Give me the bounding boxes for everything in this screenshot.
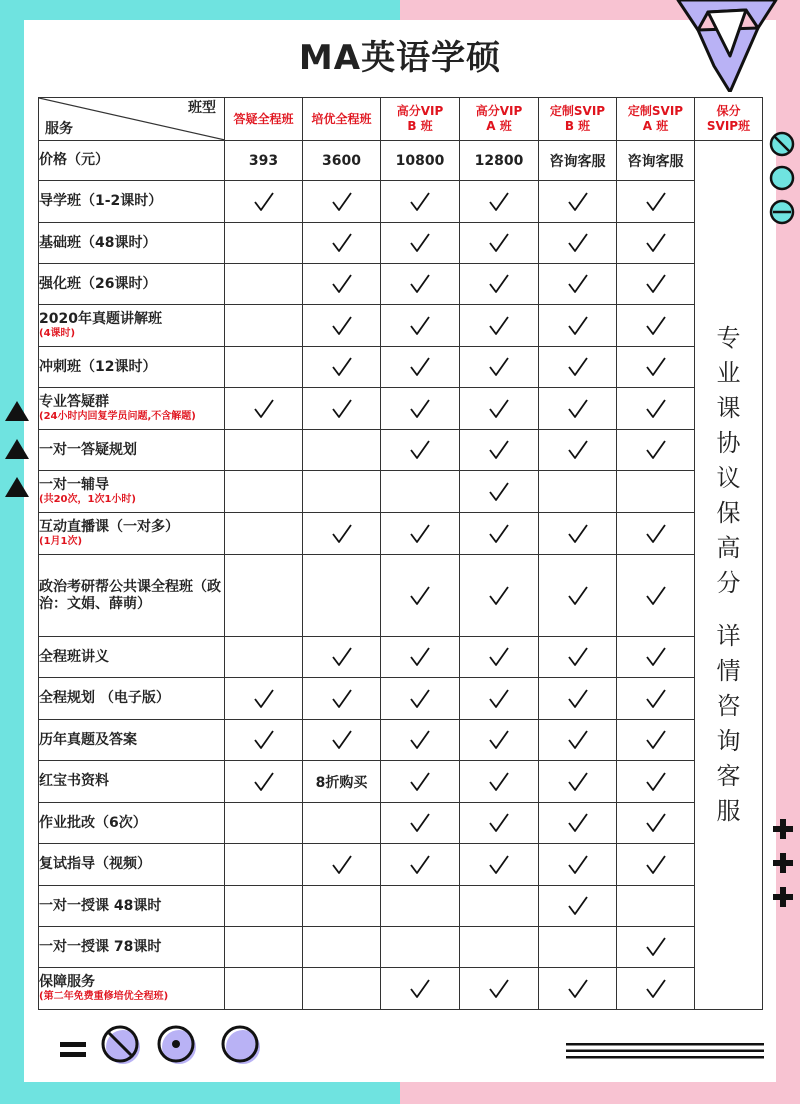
check-icon bbox=[331, 315, 353, 337]
check-cell bbox=[381, 264, 460, 305]
check-cell bbox=[539, 264, 617, 305]
empty-cell bbox=[617, 471, 695, 513]
check-cell bbox=[539, 678, 617, 720]
check-icon bbox=[409, 771, 431, 793]
check-cell bbox=[539, 223, 617, 264]
check-cell bbox=[303, 305, 381, 347]
row-label-text: 一对一答疑规划 bbox=[39, 441, 137, 458]
check-icon bbox=[488, 854, 510, 876]
table-row bbox=[39, 513, 763, 555]
check-cell bbox=[303, 181, 381, 223]
pricing-table bbox=[38, 97, 763, 1010]
check-cell bbox=[460, 803, 539, 844]
empty-cell bbox=[617, 886, 695, 927]
empty-cell bbox=[539, 471, 617, 513]
row-label-note: (24小时内回复学员问题,不含解题) bbox=[39, 411, 196, 422]
row-label-text: 专业答疑群 bbox=[39, 394, 109, 410]
row-label-text: 作业批改（6次） bbox=[39, 814, 147, 831]
check-cell bbox=[617, 678, 695, 720]
check-icon bbox=[567, 978, 589, 1000]
plus-icon bbox=[772, 886, 794, 908]
empty-cell bbox=[225, 430, 303, 471]
check-cell bbox=[303, 720, 381, 761]
check-cell bbox=[381, 181, 460, 223]
check-cell bbox=[460, 471, 539, 513]
row-label bbox=[39, 347, 225, 388]
row-label bbox=[39, 430, 225, 471]
check-cell bbox=[381, 347, 460, 388]
empty-cell bbox=[225, 637, 303, 678]
check-cell bbox=[539, 305, 617, 347]
check-icon bbox=[645, 978, 667, 1000]
check-icon bbox=[409, 315, 431, 337]
check-icon bbox=[567, 895, 589, 917]
circle-icon bbox=[220, 1024, 264, 1068]
price-cell: 咨询客服 bbox=[539, 141, 617, 181]
check-icon bbox=[331, 523, 353, 545]
triangle-icon bbox=[4, 476, 30, 498]
table-row bbox=[39, 347, 763, 388]
check-icon bbox=[253, 729, 275, 751]
check-cell bbox=[381, 844, 460, 886]
check-cell bbox=[381, 720, 460, 761]
check-cell bbox=[539, 803, 617, 844]
check-icon bbox=[488, 585, 510, 607]
empty-cell bbox=[225, 803, 303, 844]
empty-cell bbox=[303, 886, 381, 927]
corner-bottom-label: 服务 bbox=[45, 121, 73, 137]
circle-slash-icon bbox=[768, 130, 796, 158]
row-label-text: 冲刺班（12课时） bbox=[39, 358, 157, 375]
row-label bbox=[39, 720, 225, 761]
row-label bbox=[39, 223, 225, 264]
row-label-note: (共20次，1次1小时) bbox=[39, 494, 136, 505]
check-cell bbox=[460, 181, 539, 223]
column-header: 定制SVIP B 班 bbox=[539, 98, 617, 141]
empty-cell bbox=[225, 927, 303, 968]
table-row bbox=[39, 305, 763, 347]
check-cell bbox=[617, 720, 695, 761]
check-cell bbox=[303, 347, 381, 388]
check-icon bbox=[331, 273, 353, 295]
side-note-part1: 专业课协议保高分 bbox=[716, 324, 741, 597]
check-cell bbox=[381, 678, 460, 720]
row-label-text: 一对一授课 48课时 bbox=[39, 897, 162, 914]
check-icon bbox=[567, 523, 589, 545]
check-cell bbox=[617, 761, 695, 803]
check-icon bbox=[409, 854, 431, 876]
empty-cell bbox=[225, 555, 303, 637]
column-header: 高分VIP B 班 bbox=[381, 98, 460, 141]
table-row bbox=[39, 264, 763, 305]
row-label bbox=[39, 678, 225, 720]
check-icon bbox=[331, 688, 353, 710]
check-cell bbox=[539, 430, 617, 471]
check-icon bbox=[488, 439, 510, 461]
empty-cell bbox=[303, 927, 381, 968]
plus-icon bbox=[772, 818, 794, 840]
table-row bbox=[39, 430, 763, 471]
check-cell bbox=[460, 761, 539, 803]
check-cell bbox=[539, 555, 617, 637]
column-header: 培优全程班 bbox=[303, 98, 381, 141]
empty-cell bbox=[225, 471, 303, 513]
check-icon bbox=[488, 688, 510, 710]
check-cell bbox=[381, 637, 460, 678]
check-icon bbox=[645, 771, 667, 793]
check-cell bbox=[460, 388, 539, 430]
row-label-text: 复试指导（视频） bbox=[39, 856, 151, 872]
circle-slash-icon bbox=[100, 1024, 144, 1068]
check-cell bbox=[381, 803, 460, 844]
row-label-text: 一对一授课 78课时 bbox=[39, 938, 162, 955]
check-cell bbox=[460, 513, 539, 555]
check-icon bbox=[331, 191, 353, 213]
row-label-text: 红宝书资料 bbox=[39, 773, 109, 789]
check-cell bbox=[381, 388, 460, 430]
column-header: 高分VIP A 班 bbox=[460, 98, 539, 141]
table-row bbox=[39, 844, 763, 886]
check-cell bbox=[617, 844, 695, 886]
check-icon bbox=[253, 191, 275, 213]
check-cell bbox=[539, 720, 617, 761]
empty-cell bbox=[303, 471, 381, 513]
table-row bbox=[39, 181, 763, 223]
check-cell bbox=[225, 720, 303, 761]
check-icon bbox=[645, 854, 667, 876]
table-row bbox=[39, 720, 763, 761]
check-icon bbox=[567, 315, 589, 337]
row-label bbox=[39, 555, 225, 637]
check-icon bbox=[567, 273, 589, 295]
check-cell bbox=[460, 637, 539, 678]
check-icon bbox=[488, 812, 510, 834]
check-icon bbox=[645, 315, 667, 337]
check-icon bbox=[409, 439, 431, 461]
check-icon bbox=[331, 356, 353, 378]
check-icon bbox=[331, 646, 353, 668]
table-row bbox=[39, 968, 763, 1010]
table-row bbox=[39, 678, 763, 720]
check-cell bbox=[539, 347, 617, 388]
check-icon bbox=[331, 854, 353, 876]
check-icon bbox=[567, 398, 589, 420]
check-icon bbox=[645, 936, 667, 958]
empty-cell bbox=[381, 471, 460, 513]
row-label bbox=[39, 803, 225, 844]
header-row bbox=[39, 98, 763, 141]
triangle-icon bbox=[4, 438, 30, 460]
table-row bbox=[39, 761, 763, 803]
check-cell bbox=[539, 761, 617, 803]
empty-cell bbox=[225, 223, 303, 264]
price-cell: 393 bbox=[225, 141, 303, 181]
check-icon bbox=[488, 315, 510, 337]
empty-cell bbox=[303, 430, 381, 471]
check-icon bbox=[645, 439, 667, 461]
empty-cell bbox=[303, 803, 381, 844]
check-icon bbox=[645, 356, 667, 378]
table-row bbox=[39, 927, 763, 968]
check-icon bbox=[488, 523, 510, 545]
check-icon bbox=[488, 729, 510, 751]
check-icon bbox=[645, 646, 667, 668]
check-cell bbox=[539, 886, 617, 927]
price-cell: 12800 bbox=[460, 141, 539, 181]
circle-icon bbox=[768, 164, 796, 192]
check-cell bbox=[381, 430, 460, 471]
row-label-note: (1月1次) bbox=[39, 536, 83, 547]
side-note-part2: 详情咨询客服 bbox=[716, 622, 741, 825]
check-cell bbox=[460, 223, 539, 264]
check-icon bbox=[331, 398, 353, 420]
check-icon bbox=[409, 978, 431, 1000]
check-icon bbox=[567, 771, 589, 793]
price-cell: 10800 bbox=[381, 141, 460, 181]
check-cell bbox=[617, 347, 695, 388]
column-header: 定制SVIP A 班 bbox=[617, 98, 695, 141]
price-cell: 咨询客服 bbox=[617, 141, 695, 181]
check-icon bbox=[488, 481, 510, 503]
check-cell bbox=[460, 720, 539, 761]
check-icon bbox=[488, 273, 510, 295]
check-icon bbox=[331, 232, 353, 254]
check-cell bbox=[460, 678, 539, 720]
check-icon bbox=[409, 398, 431, 420]
row-label bbox=[39, 471, 225, 513]
row-label-text: 全程规划 （电子版） bbox=[39, 690, 170, 706]
check-icon bbox=[253, 771, 275, 793]
check-icon bbox=[488, 356, 510, 378]
row-label bbox=[39, 761, 225, 803]
check-icon bbox=[567, 585, 589, 607]
column-header: 答疑全程班 bbox=[225, 98, 303, 141]
empty-cell bbox=[460, 927, 539, 968]
check-cell bbox=[617, 968, 695, 1010]
check-icon bbox=[488, 398, 510, 420]
empty-cell bbox=[225, 886, 303, 927]
check-cell bbox=[460, 264, 539, 305]
row-label-text: 导学班（1-2课时） bbox=[39, 193, 163, 209]
text-cell: 8折购买 bbox=[303, 761, 381, 803]
check-icon bbox=[567, 646, 589, 668]
row-label-text: 保障服务 bbox=[39, 974, 95, 990]
check-cell bbox=[303, 513, 381, 555]
check-cell bbox=[617, 927, 695, 968]
triple-line-decoration bbox=[566, 1042, 764, 1060]
empty-cell bbox=[381, 927, 460, 968]
circle-dot-icon bbox=[156, 1024, 200, 1068]
check-cell bbox=[460, 555, 539, 637]
row-label-text: 历年真题及答案 bbox=[39, 731, 137, 748]
check-cell bbox=[460, 430, 539, 471]
empty-cell bbox=[460, 886, 539, 927]
row-label-note: (第二年免费重修培优全程班) bbox=[39, 991, 169, 1002]
empty-cell bbox=[303, 555, 381, 637]
table-row bbox=[39, 223, 763, 264]
table-row bbox=[39, 388, 763, 430]
empty-cell bbox=[225, 305, 303, 347]
check-icon bbox=[409, 812, 431, 834]
table-row bbox=[39, 555, 763, 637]
check-cell bbox=[460, 305, 539, 347]
row-label bbox=[39, 886, 225, 927]
equals-icon bbox=[58, 1038, 88, 1062]
check-icon bbox=[645, 523, 667, 545]
check-cell bbox=[617, 803, 695, 844]
empty-cell bbox=[381, 886, 460, 927]
check-cell bbox=[617, 181, 695, 223]
check-cell bbox=[617, 430, 695, 471]
row-label bbox=[39, 264, 225, 305]
check-cell bbox=[539, 968, 617, 1010]
check-icon bbox=[488, 978, 510, 1000]
row-label bbox=[39, 927, 225, 968]
check-cell bbox=[460, 347, 539, 388]
check-cell bbox=[460, 968, 539, 1010]
row-label-text: 强化班（26课时） bbox=[39, 275, 157, 292]
check-cell bbox=[225, 388, 303, 430]
check-icon bbox=[488, 646, 510, 668]
check-icon bbox=[645, 585, 667, 607]
check-icon bbox=[567, 191, 589, 213]
empty-cell bbox=[225, 347, 303, 388]
check-icon bbox=[409, 232, 431, 254]
row-label bbox=[39, 305, 225, 347]
triangle-icon bbox=[4, 400, 30, 422]
row-label-text: 2020年真题讲解班 bbox=[39, 311, 162, 327]
check-cell bbox=[381, 223, 460, 264]
empty-cell bbox=[225, 844, 303, 886]
row-label bbox=[39, 388, 225, 430]
price-cell: 3600 bbox=[303, 141, 381, 181]
plus-icon bbox=[772, 852, 794, 874]
check-cell bbox=[303, 637, 381, 678]
check-icon bbox=[645, 729, 667, 751]
check-icon bbox=[488, 191, 510, 213]
check-icon bbox=[253, 398, 275, 420]
row-label: 价格（元） bbox=[39, 141, 225, 181]
circle-minus-icon bbox=[768, 198, 796, 226]
check-cell bbox=[225, 761, 303, 803]
check-icon bbox=[409, 585, 431, 607]
check-icon bbox=[409, 646, 431, 668]
check-icon bbox=[645, 812, 667, 834]
row-label-text: 一对一辅导 bbox=[39, 477, 109, 493]
empty-cell bbox=[225, 264, 303, 305]
check-icon bbox=[567, 854, 589, 876]
row-label-text: 基础班（48课时） bbox=[39, 234, 157, 251]
corner-top-label: 班型 bbox=[188, 100, 216, 116]
empty-cell bbox=[225, 968, 303, 1010]
check-icon bbox=[488, 771, 510, 793]
table-row bbox=[39, 803, 763, 844]
check-icon bbox=[645, 273, 667, 295]
check-cell bbox=[539, 513, 617, 555]
row-label-text: 互动直播课（一对多） bbox=[39, 519, 179, 535]
check-icon bbox=[645, 398, 667, 420]
check-cell bbox=[617, 223, 695, 264]
check-cell bbox=[539, 844, 617, 886]
check-cell bbox=[617, 513, 695, 555]
column-header: 保分 SVIP班 bbox=[695, 98, 763, 141]
empty-cell bbox=[225, 513, 303, 555]
check-cell bbox=[617, 264, 695, 305]
check-cell bbox=[617, 305, 695, 347]
empty-cell bbox=[539, 927, 617, 968]
check-cell bbox=[617, 637, 695, 678]
check-cell bbox=[225, 678, 303, 720]
row-label-text: 政治考研帮公共课全程班（政治：文娟、薛萌） bbox=[39, 578, 221, 612]
check-icon bbox=[409, 523, 431, 545]
corner-cell bbox=[39, 98, 225, 141]
check-cell bbox=[539, 637, 617, 678]
check-icon bbox=[567, 688, 589, 710]
check-cell bbox=[381, 968, 460, 1010]
row-label-text: 全程班讲义 bbox=[39, 648, 109, 665]
row-label bbox=[39, 181, 225, 223]
check-icon bbox=[567, 812, 589, 834]
check-icon bbox=[567, 356, 589, 378]
check-icon bbox=[253, 688, 275, 710]
row-label bbox=[39, 844, 225, 886]
check-icon bbox=[488, 232, 510, 254]
check-cell bbox=[539, 181, 617, 223]
check-cell bbox=[303, 223, 381, 264]
check-icon bbox=[331, 729, 353, 751]
check-cell bbox=[381, 761, 460, 803]
check-cell bbox=[225, 181, 303, 223]
table-row bbox=[39, 471, 763, 513]
check-cell bbox=[617, 388, 695, 430]
row-label-note: (4课时) bbox=[39, 328, 76, 339]
price-row bbox=[39, 141, 763, 181]
check-cell bbox=[539, 388, 617, 430]
row-label bbox=[39, 637, 225, 678]
check-cell bbox=[381, 513, 460, 555]
check-cell bbox=[460, 844, 539, 886]
check-cell bbox=[617, 555, 695, 637]
check-cell bbox=[303, 264, 381, 305]
check-cell bbox=[381, 305, 460, 347]
check-icon bbox=[645, 191, 667, 213]
row-label bbox=[39, 513, 225, 555]
table-row bbox=[39, 637, 763, 678]
empty-cell bbox=[303, 968, 381, 1010]
check-icon bbox=[409, 191, 431, 213]
check-icon bbox=[567, 729, 589, 751]
check-icon bbox=[409, 273, 431, 295]
side-note bbox=[695, 141, 763, 1010]
check-icon bbox=[567, 439, 589, 461]
check-icon bbox=[409, 688, 431, 710]
row-label bbox=[39, 968, 225, 1010]
check-icon bbox=[409, 729, 431, 751]
page-title: MA英语学硕 bbox=[298, 38, 502, 78]
table-row bbox=[39, 886, 763, 927]
check-icon bbox=[567, 232, 589, 254]
check-icon bbox=[645, 232, 667, 254]
check-icon bbox=[645, 688, 667, 710]
check-cell bbox=[303, 388, 381, 430]
check-icon bbox=[409, 356, 431, 378]
check-cell bbox=[381, 555, 460, 637]
check-cell bbox=[303, 678, 381, 720]
check-cell bbox=[303, 844, 381, 886]
